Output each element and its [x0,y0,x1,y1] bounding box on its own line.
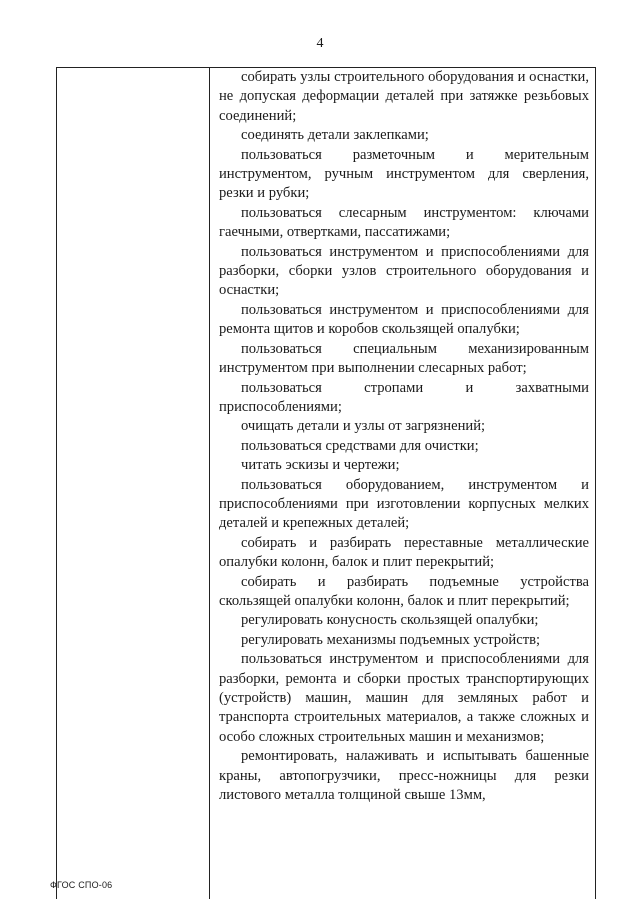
skill-item: пользоваться инструментом и приспособлениями для ремонта щитов и коробов скользящей опалубки; [219,301,589,338]
skill-item: пользоваться средствами для очистки; [241,437,479,454]
skill-item: собирать узлы строительного оборудования и оснастки, не допуская деформации деталей при затяжке резьбовых соединений; [219,69,589,124]
skills-cell [219,68,589,805]
competency-table [56,67,596,899]
column-divider [209,68,210,899]
skill-item: пользоваться стропами и захватными приспособлениями; [219,379,589,415]
skill-item: читать эскизы и чертежи; [241,457,400,474]
skill-item: соединять детали заклепками; [241,127,429,144]
skill-item: регулировать конусность скользящей опалубки; [241,612,539,629]
skill-item: собирать и разбирать подъемные устройства скользящей опалубки колонн, балок и плит перекрытий; [219,573,589,609]
skill-item: пользоваться специальным механизированным инструментом при выполнении слесарных работ; [219,340,589,377]
page-number: 4 [316,36,324,51]
skill-item: пользоваться оборудованием, инструментом и приспособлениями при изготовлении корпусных мелких деталей и крепежных деталей; [219,476,589,532]
skill-item: собирать и разбирать переставные металлические опалубки колонн, балок и плит перекрытий; [219,534,589,571]
skill-item: ремонтировать, налаживать и испытывать башенные краны, автопогрузчики, пресс-ножницы для резки листового металла толщиной свыше 13мм, [219,748,589,804]
footer-doc-code: ФГОС СПО-06 [50,880,113,890]
skill-item: очищать детали и узлы от загрязнений; [241,418,486,435]
skill-item: пользоваться слесарным инструментом: ключами гаечными, отвертками, пассатижами; [219,204,589,241]
skill-item: пользоваться инструментом и приспособлениями для разборки, сборки узлов строительного оборудования и оснастки; [219,243,589,299]
skill-item: регулировать механизмы подъемных устройств; [241,631,541,648]
skill-item: пользоваться инструментом и приспособлениями для разборки, ремонта и сборки простых транспортирующих (устройств) машин, машин для земляных работ и транспорта строительных материалов, а также сложных и особо сложных строительных машин и механизмов; [219,651,589,745]
skill-item: пользоваться разметочным и мерительным инструментом, ручным инструментом для сверления, резки и рубки; [219,146,589,202]
